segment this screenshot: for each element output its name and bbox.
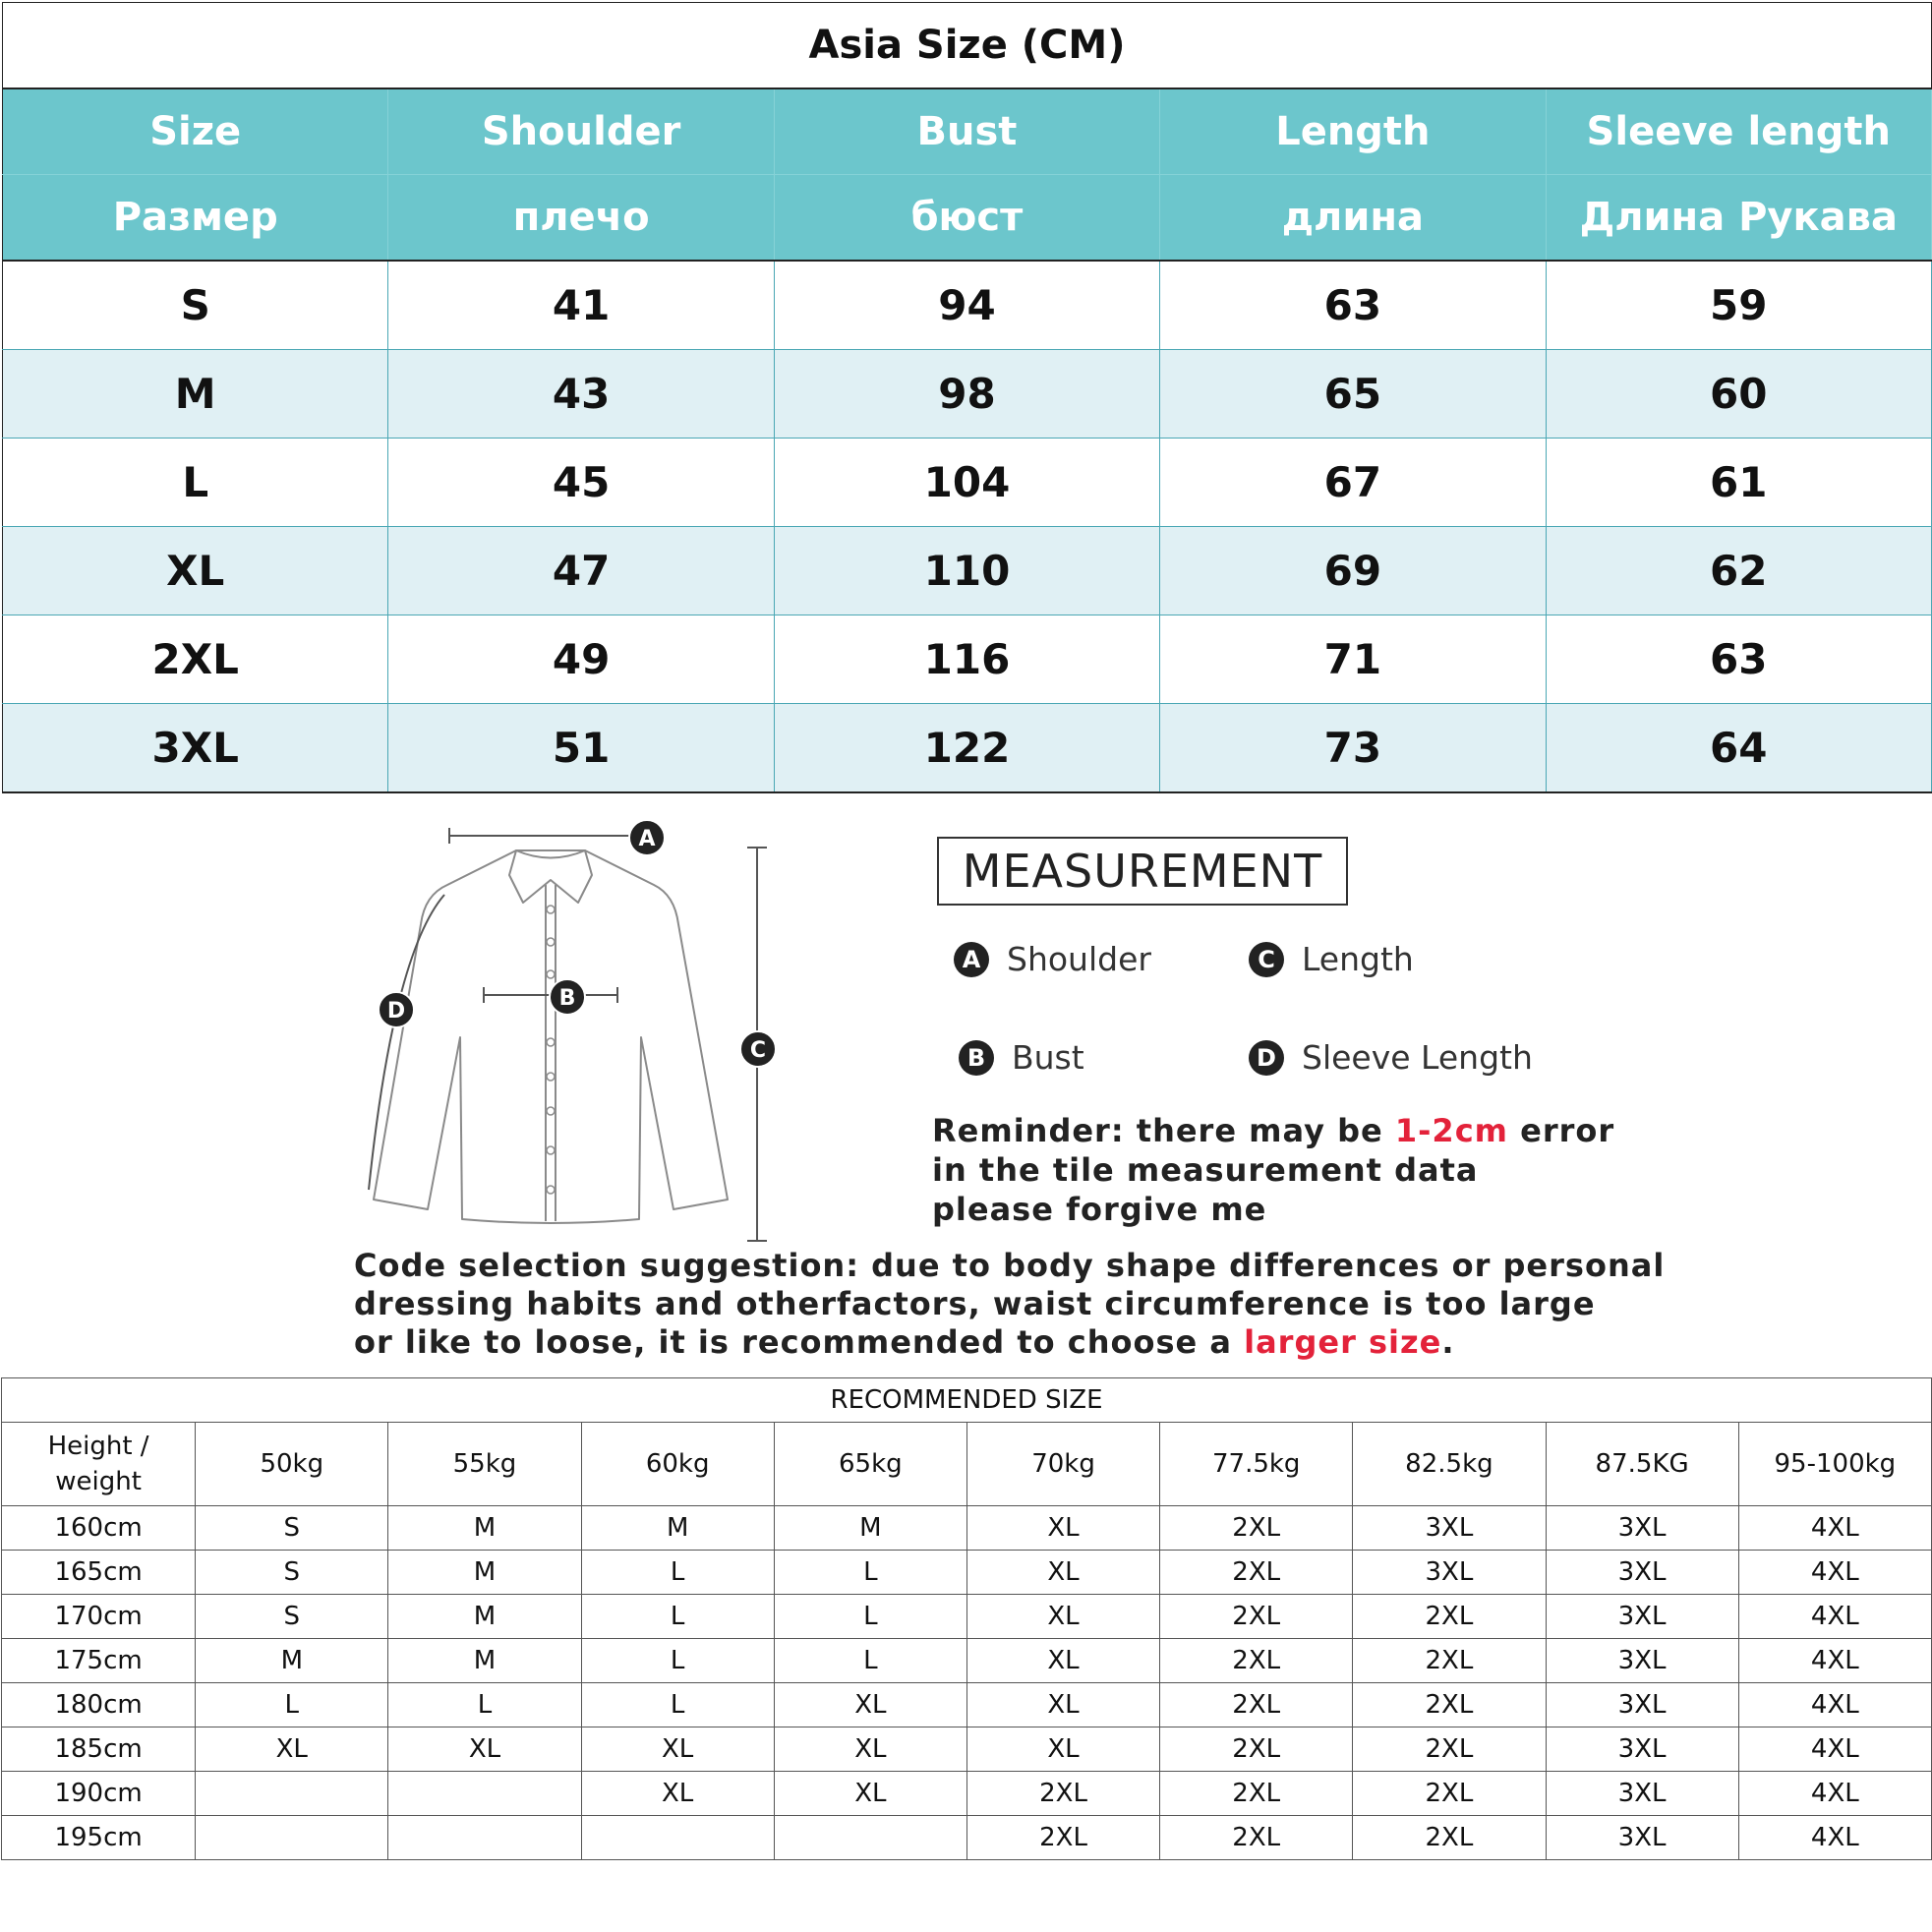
recommended-size-cell: 2XL bbox=[1160, 1727, 1353, 1772]
recommended-size-cell: XL bbox=[966, 1595, 1159, 1639]
size-row bbox=[3, 704, 1932, 793]
badge-b-icon: B bbox=[959, 1040, 994, 1076]
height-cell: 165cm bbox=[2, 1551, 196, 1595]
legend-label: Bust bbox=[1012, 1038, 1084, 1077]
height-cell: 180cm bbox=[2, 1683, 196, 1727]
header-length-ru: длина bbox=[1160, 175, 1546, 262]
bust-cell: 122 bbox=[774, 704, 1159, 793]
legend-label: Shoulder bbox=[1007, 940, 1151, 978]
recommended-size-cell: 3XL bbox=[1353, 1506, 1546, 1551]
height-cell: 185cm bbox=[2, 1727, 196, 1772]
height-cell: 175cm bbox=[2, 1639, 196, 1683]
marker-b bbox=[550, 979, 585, 1015]
recommended-row bbox=[2, 1772, 1932, 1816]
recommended-size-cell: L bbox=[581, 1639, 774, 1683]
suggestion-line3: or like to loose, it is recommended to choose a bbox=[354, 1323, 1245, 1361]
recommended-size-cell bbox=[581, 1816, 774, 1860]
shoulder-cell: 49 bbox=[388, 615, 774, 704]
recommended-size-cell bbox=[388, 1772, 581, 1816]
shirt-collar bbox=[509, 850, 592, 903]
recommended-size-cell: L bbox=[581, 1551, 774, 1595]
header-length: Length bbox=[1160, 88, 1546, 175]
recommended-size-cell: L bbox=[388, 1683, 581, 1727]
header-size-ru: Размер bbox=[3, 175, 388, 262]
weight-header: 55kg bbox=[388, 1423, 581, 1506]
size-row bbox=[3, 527, 1932, 615]
corner-line2: weight bbox=[55, 1467, 142, 1496]
weight-header: 70kg bbox=[966, 1423, 1159, 1506]
reminder-line1: Reminder: there may be bbox=[932, 1112, 1395, 1149]
recommended-size-cell: 2XL bbox=[1353, 1683, 1546, 1727]
recommended-size-cell: 2XL bbox=[1160, 1639, 1353, 1683]
size-row bbox=[3, 615, 1932, 704]
recommended-size-cell: XL bbox=[966, 1639, 1159, 1683]
recommended-size-cell: M bbox=[388, 1551, 581, 1595]
sleeve-cell: 61 bbox=[1546, 439, 1931, 527]
corner-line1: Height / bbox=[47, 1432, 149, 1461]
recommended-size-cell: 2XL bbox=[966, 1772, 1159, 1816]
recommended-size-cell: 2XL bbox=[1160, 1551, 1353, 1595]
header-shoulder-ru: плечо bbox=[388, 175, 774, 262]
shoulder-cell: 45 bbox=[388, 439, 774, 527]
height-cell: 190cm bbox=[2, 1772, 196, 1816]
sleeve-cell: 62 bbox=[1546, 527, 1931, 615]
sleeve-dimension-line bbox=[369, 895, 444, 1190]
recommended-size-cell: 3XL bbox=[1546, 1595, 1738, 1639]
recommended-size-cell: M bbox=[581, 1506, 774, 1551]
weight-header: 95-100kg bbox=[1738, 1423, 1931, 1506]
recommended-size-cell: 2XL bbox=[1353, 1727, 1546, 1772]
error-range-highlight: 1-2cm bbox=[1394, 1112, 1508, 1149]
recommended-size-cell: XL bbox=[966, 1683, 1159, 1727]
legend-label: Length bbox=[1302, 940, 1414, 978]
recommended-size-cell: M bbox=[196, 1639, 388, 1683]
suggestion-line2: dressing habits and otherfactors, waist circumference is too large bbox=[354, 1285, 1596, 1322]
header-shoulder: Shoulder bbox=[388, 88, 774, 175]
recommended-row bbox=[2, 1595, 1932, 1639]
recommended-row bbox=[2, 1816, 1932, 1860]
recommended-size-cell bbox=[388, 1816, 581, 1860]
recommended-size-cell: XL bbox=[966, 1551, 1159, 1595]
size-cell: 3XL bbox=[3, 704, 388, 793]
recommended-size-cell: M bbox=[388, 1506, 581, 1551]
size-cell: 2XL bbox=[3, 615, 388, 704]
marker-a bbox=[629, 820, 665, 855]
recommended-size-cell: L bbox=[581, 1595, 774, 1639]
recommended-size-cell: 3XL bbox=[1546, 1772, 1738, 1816]
recommended-size-cell: 4XL bbox=[1738, 1816, 1931, 1860]
height-weight-header bbox=[2, 1423, 196, 1506]
size-chart-table bbox=[2, 2, 1932, 793]
suggestion-line1: Code selection suggestion: due to body shape differences or personal bbox=[354, 1247, 1666, 1284]
shoulder-cell: 43 bbox=[388, 350, 774, 439]
recommended-size-cell: XL bbox=[581, 1727, 774, 1772]
svg-text:B: B bbox=[558, 986, 576, 1011]
size-cell: M bbox=[3, 350, 388, 439]
recommended-size-cell: 4XL bbox=[1738, 1772, 1931, 1816]
weight-header: 87.5KG bbox=[1546, 1423, 1738, 1506]
recommended-size-cell: XL bbox=[196, 1727, 388, 1772]
reminder-line1-end: error bbox=[1508, 1112, 1615, 1149]
legend-length bbox=[1249, 940, 1414, 978]
recommended-size-cell: 3XL bbox=[1546, 1506, 1738, 1551]
recommended-size-cell: 2XL bbox=[1160, 1772, 1353, 1816]
length-cell: 71 bbox=[1160, 615, 1546, 704]
recommended-size-cell: L bbox=[774, 1551, 966, 1595]
recommended-size-cell: 2XL bbox=[1353, 1595, 1546, 1639]
recommended-size-cell: XL bbox=[388, 1727, 581, 1772]
recommended-size-title: RECOMMENDED SIZE bbox=[2, 1378, 1932, 1423]
bust-cell: 104 bbox=[774, 439, 1159, 527]
header-size: Size bbox=[3, 88, 388, 175]
recommended-size-cell: 4XL bbox=[1738, 1595, 1931, 1639]
shirt-measurement-diagram bbox=[354, 816, 787, 1249]
legend-sleeve-length bbox=[1249, 1038, 1533, 1077]
recommended-size-cell: XL bbox=[774, 1727, 966, 1772]
recommended-size-cell: 3XL bbox=[1546, 1727, 1738, 1772]
weight-header: 65kg bbox=[774, 1423, 966, 1506]
reminder-line2: in the tile measurement data bbox=[932, 1151, 1479, 1189]
length-cell: 69 bbox=[1160, 527, 1546, 615]
header-bust-ru: бюст bbox=[774, 175, 1159, 262]
recommended-size-cell: 3XL bbox=[1546, 1639, 1738, 1683]
weight-header: 77.5kg bbox=[1160, 1423, 1353, 1506]
marker-d bbox=[379, 992, 414, 1027]
recommended-size-cell: M bbox=[774, 1506, 966, 1551]
recommended-size-cell: 2XL bbox=[1353, 1639, 1546, 1683]
recommended-size-cell: L bbox=[581, 1683, 774, 1727]
recommended-size-cell: 2XL bbox=[1353, 1816, 1546, 1860]
recommended-size-cell bbox=[774, 1816, 966, 1860]
larger-size-highlight: larger size bbox=[1244, 1323, 1442, 1361]
recommended-size-cell: 3XL bbox=[1546, 1683, 1738, 1727]
sleeve-cell: 60 bbox=[1546, 350, 1931, 439]
recommended-row bbox=[2, 1551, 1932, 1595]
recommended-size-cell bbox=[196, 1772, 388, 1816]
svg-text:D: D bbox=[386, 999, 406, 1024]
recommended-size-cell: S bbox=[196, 1551, 388, 1595]
header-sleeve-length: Sleeve length bbox=[1546, 88, 1931, 175]
bust-cell: 116 bbox=[774, 615, 1159, 704]
recommended-size-cell: L bbox=[774, 1595, 966, 1639]
recommended-size-cell: 4XL bbox=[1738, 1683, 1931, 1727]
recommended-size-cell: XL bbox=[581, 1772, 774, 1816]
sleeve-cell: 59 bbox=[1546, 261, 1931, 350]
recommended-size-cell: 2XL bbox=[966, 1816, 1159, 1860]
recommended-size-cell bbox=[196, 1816, 388, 1860]
shoulder-cell: 47 bbox=[388, 527, 774, 615]
length-cell: 67 bbox=[1160, 439, 1546, 527]
recommended-size-cell: XL bbox=[966, 1727, 1159, 1772]
size-cell: L bbox=[3, 439, 388, 527]
size-row bbox=[3, 439, 1932, 527]
recommended-size-cell: 2XL bbox=[1160, 1595, 1353, 1639]
height-cell: 195cm bbox=[2, 1816, 196, 1860]
bust-cell: 94 bbox=[774, 261, 1159, 350]
recommended-size-table bbox=[1, 1377, 1932, 1860]
recommended-size-cell: 4XL bbox=[1738, 1639, 1931, 1683]
size-row bbox=[3, 350, 1932, 439]
recommended-size-cell: S bbox=[196, 1595, 388, 1639]
size-cell: S bbox=[3, 261, 388, 350]
suggestion-line3-end: . bbox=[1441, 1323, 1455, 1361]
recommended-size-cell: 3XL bbox=[1546, 1551, 1738, 1595]
length-cell: 73 bbox=[1160, 704, 1546, 793]
recommended-size-cell: S bbox=[196, 1506, 388, 1551]
recommended-row bbox=[2, 1727, 1932, 1772]
size-suggestion-text bbox=[354, 1247, 1730, 1362]
recommended-size-cell: 3XL bbox=[1546, 1816, 1738, 1860]
length-cell: 65 bbox=[1160, 350, 1546, 439]
shoulder-cell: 51 bbox=[388, 704, 774, 793]
size-chart-title: Asia Size (CM) bbox=[3, 3, 1932, 89]
recommended-size-cell: L bbox=[196, 1683, 388, 1727]
height-cell: 160cm bbox=[2, 1506, 196, 1551]
sleeve-cell: 63 bbox=[1546, 615, 1931, 704]
recommended-size-cell: 2XL bbox=[1160, 1506, 1353, 1551]
size-cell: XL bbox=[3, 527, 388, 615]
recommended-size-cell: 3XL bbox=[1353, 1551, 1546, 1595]
badge-d-icon: D bbox=[1249, 1040, 1284, 1076]
recommended-size-cell: L bbox=[774, 1639, 966, 1683]
length-cell: 63 bbox=[1160, 261, 1546, 350]
header-sleeve-length-ru: Длина Рукава bbox=[1546, 175, 1931, 262]
size-row bbox=[3, 261, 1932, 350]
badge-a-icon: A bbox=[954, 942, 989, 977]
bust-cell: 110 bbox=[774, 527, 1159, 615]
svg-text:C: C bbox=[749, 1038, 767, 1063]
recommended-size-cell: M bbox=[388, 1595, 581, 1639]
shoulder-cell: 41 bbox=[388, 261, 774, 350]
recommended-size-cell: 2XL bbox=[1160, 1683, 1353, 1727]
weight-header: 60kg bbox=[581, 1423, 774, 1506]
legend-label: Sleeve Length bbox=[1302, 1038, 1533, 1077]
sleeve-cell: 64 bbox=[1546, 704, 1931, 793]
recommended-size-cell: 4XL bbox=[1738, 1506, 1931, 1551]
recommended-size-cell: XL bbox=[774, 1772, 966, 1816]
recommended-size-cell: 4XL bbox=[1738, 1727, 1931, 1772]
recommended-size-cell: 2XL bbox=[1160, 1816, 1353, 1860]
legend-bust bbox=[959, 1038, 1084, 1077]
recommended-size-cell: XL bbox=[774, 1683, 966, 1727]
recommended-row bbox=[2, 1639, 1932, 1683]
header-bust: Bust bbox=[774, 88, 1159, 175]
recommended-size-cell: 4XL bbox=[1738, 1551, 1931, 1595]
weight-header: 50kg bbox=[196, 1423, 388, 1506]
marker-c bbox=[740, 1031, 776, 1067]
recommended-row bbox=[2, 1506, 1932, 1551]
legend-shoulder bbox=[954, 940, 1151, 978]
reminder-line3: please forgive me bbox=[932, 1191, 1267, 1228]
recommended-size-cell: 2XL bbox=[1353, 1772, 1546, 1816]
bust-cell: 98 bbox=[774, 350, 1159, 439]
recommended-size-cell: XL bbox=[966, 1506, 1159, 1551]
badge-c-icon: C bbox=[1249, 942, 1284, 977]
height-cell: 170cm bbox=[2, 1595, 196, 1639]
reminder-text bbox=[932, 1111, 1640, 1229]
recommended-size-cell: M bbox=[388, 1639, 581, 1683]
weight-header: 82.5kg bbox=[1353, 1423, 1546, 1506]
svg-text:A: A bbox=[638, 827, 656, 851]
measurement-title: MEASUREMENT bbox=[937, 837, 1348, 906]
recommended-row bbox=[2, 1683, 1932, 1727]
